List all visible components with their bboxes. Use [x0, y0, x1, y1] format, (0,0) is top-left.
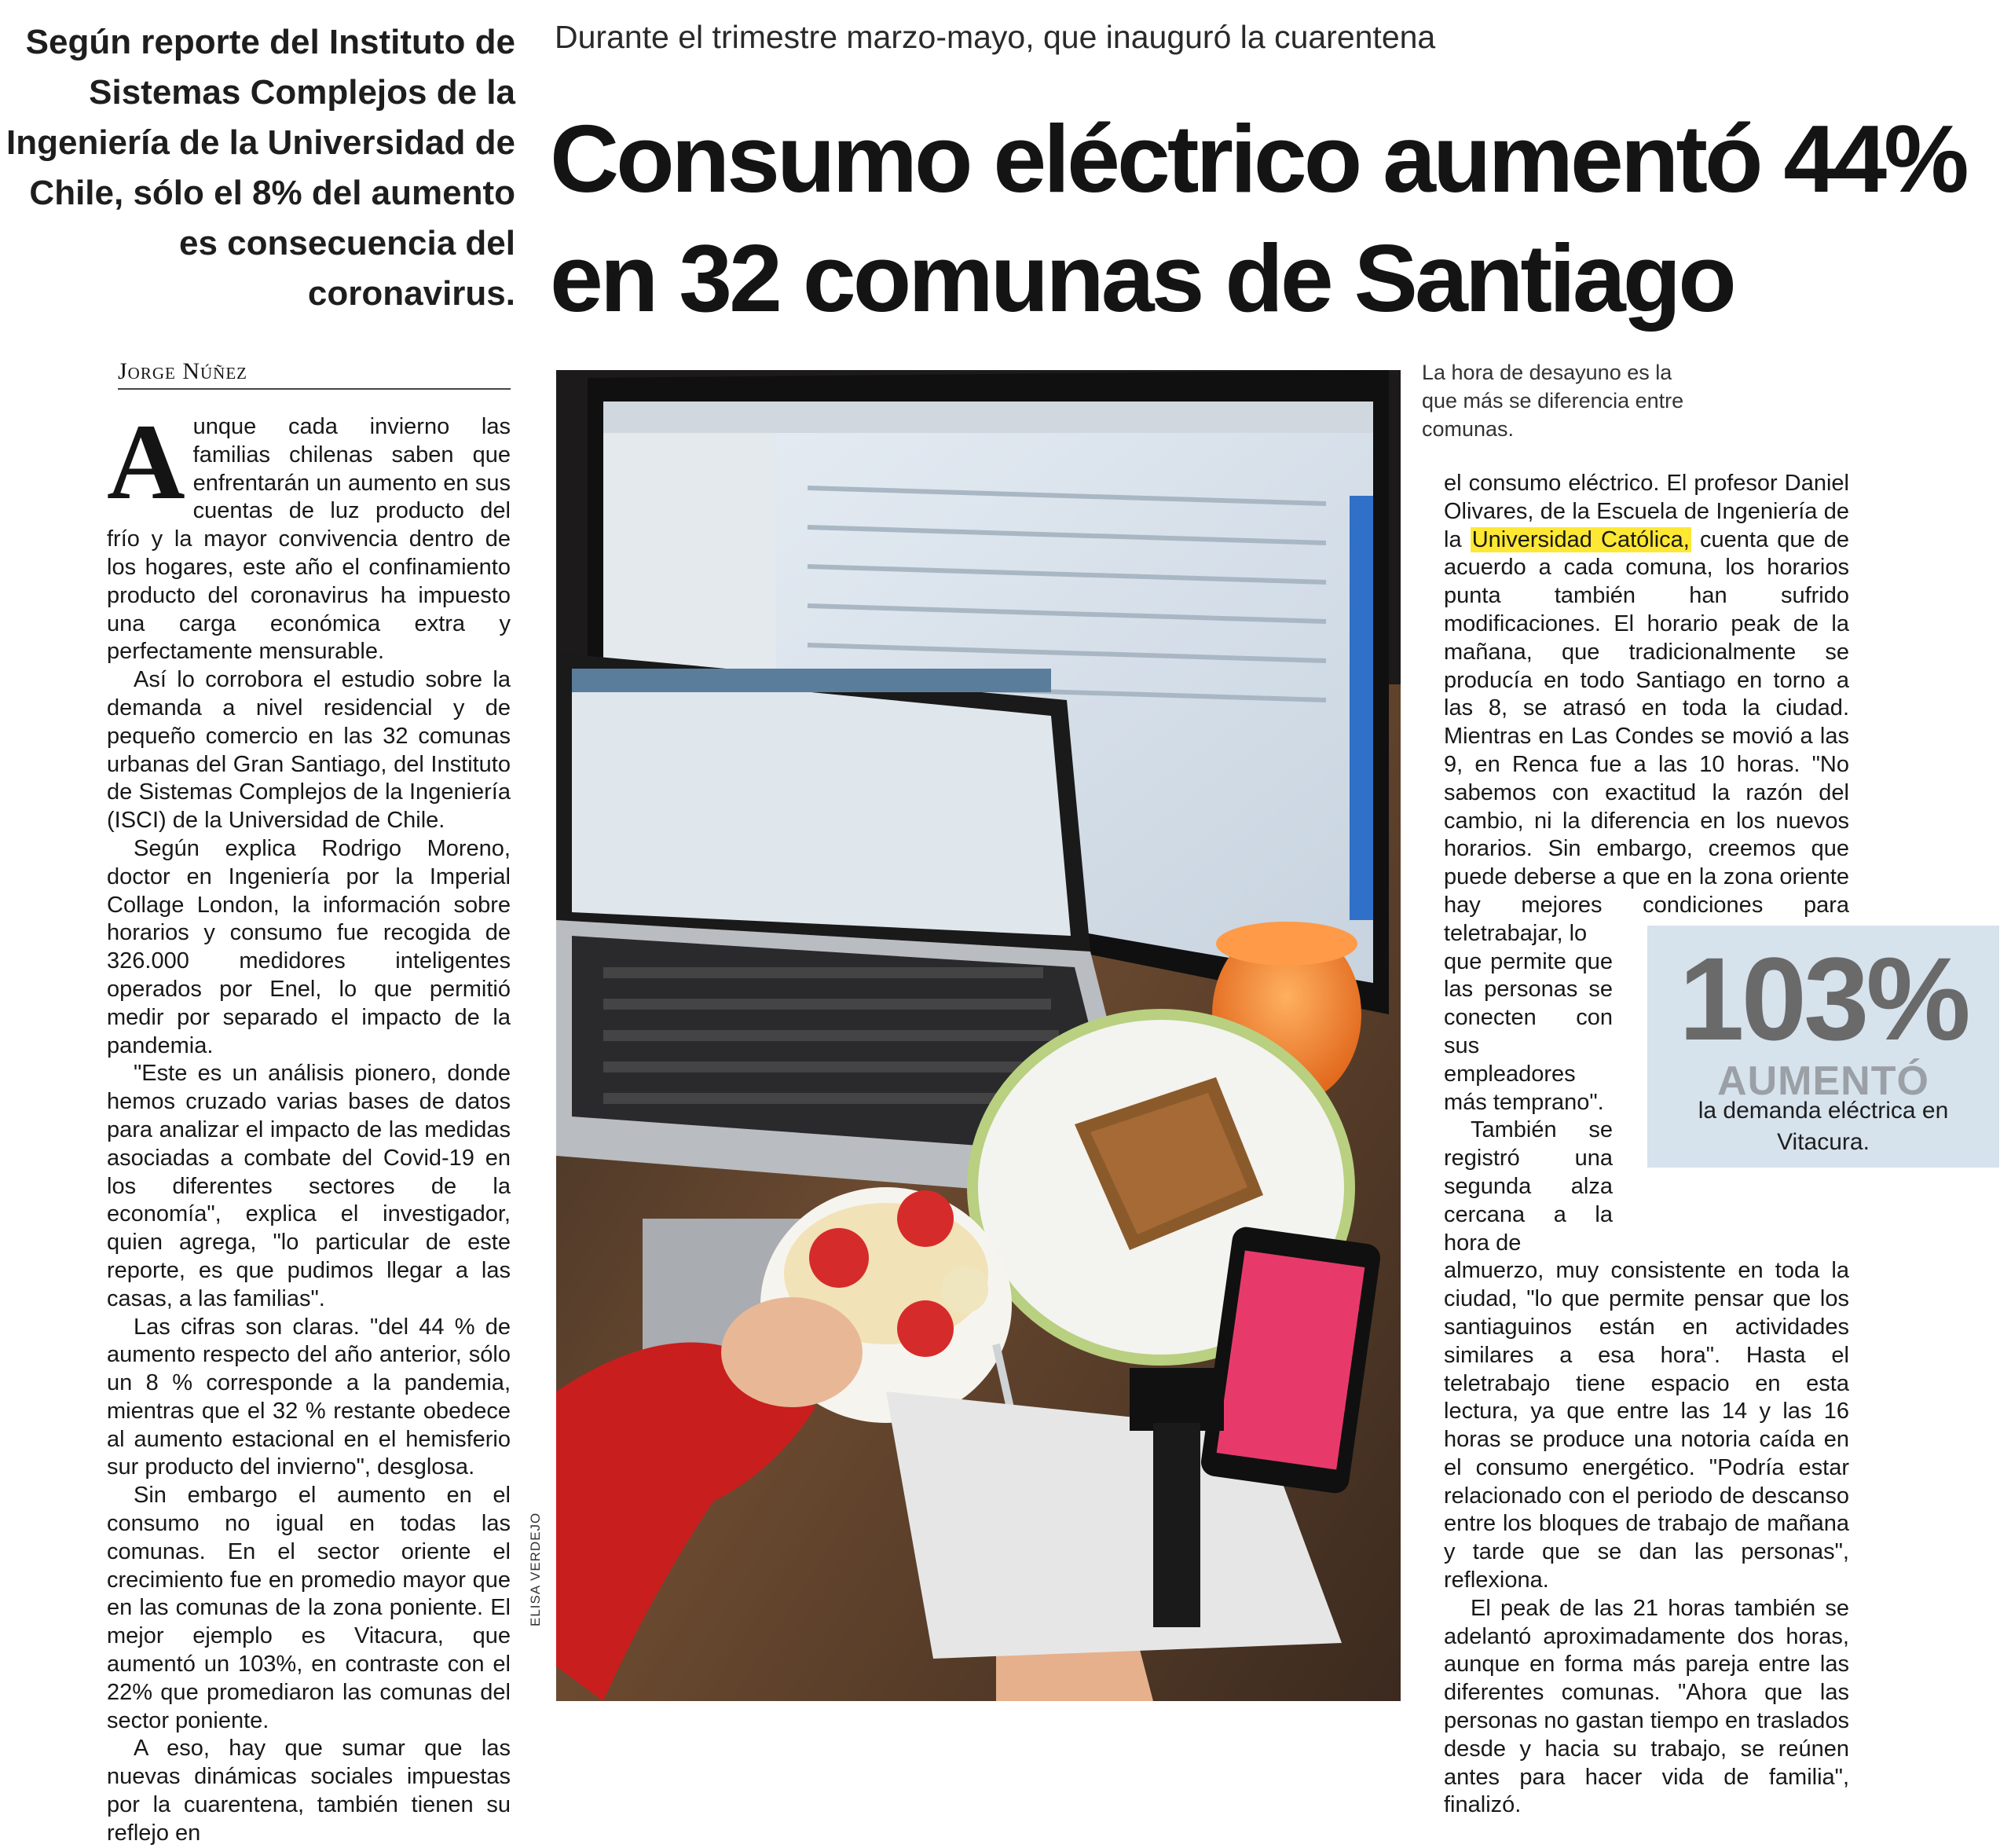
article-deck: Según reporte del Instituto de Sistemas Complejos de la Ingeniería de la Universidad de Chile, sólo el 8% del aumento es consecuencia del coronavirus.: [6, 23, 515, 313]
col3-paragraph-1-text-b: cuenta que de acuerdo a cada comuna, los horarios punta también han sufrido modificaciones. El horario peak de la mañana, que tradicionalmente se producía en todo Santiago en torno a las 8, se atrasó en toda la ciudad. Mientras en Las Condes se movió a las 9, en Renca fue a las 10 horas. "No sabemos con exactitud la razón del cambio, ni la diferencia en los nuevos horarios. Sin embargo, creemos que puede deberse a que en la zona oriente hay mejores condiciones para teletrabajar, lo: [1444, 526, 1850, 946]
paragraph-2: Así lo corrobora el estudio sobre la demanda a nivel residencial y de pequeño comercio en las 32 comunas urbanas del Gran Santiago, del Instituto de Sistemas Complejos de la Ingeniería (ISCI) de la Universidad de Chile.: [107, 667, 511, 834]
paragraph-3: Según explica Rodrigo Moreno, doctor en Ingeniería por la Imperial Collage London, la información sobre horarios y consumo fue recogida de 326.000 medidores inteligentes operados por Enel, lo que permitió medir por separado el impacto de la pandemia.: [107, 835, 511, 1058]
headline-line-2: en 32 comunas de Santiago: [550, 225, 1734, 332]
highlighted-university: Universidad Católica,: [1471, 526, 1690, 552]
stat-label: AUMENTÓ: [1717, 1058, 1929, 1104]
byline-name: Jorge Núñez: [118, 358, 247, 384]
photo-illustration: [556, 370, 1401, 1701]
col3-paragraph-2-rest: almuerzo, muy consistente en toda la ciudad, "lo que permite pensar que los santiaguinos están en actividades similares a esa hora". Hasta el teletrabajo tiene espacio en esta lectura, ya que entre las 14 y las 16 horas se produce una notoria caída en el consumo energético. "Podría estar relacionado con el periodo de descanso entre los bloques de trabajo de mañana y tarde que se dan las personas", reflexiona.: [1444, 1258, 1849, 1593]
article-kicker: Durante el trimestre marzo-mayo, que inauguró la cuarentena: [555, 19, 1436, 55]
col3-paragraph-2-narrow: También se registró una segunda alza cercana a la hora de: [1444, 1117, 1613, 1256]
paragraph-5: Las cifras son claras. "del 44 % de aumento respecto del año anterior, sólo un 8 % corresponde a la pandemia, mientras que el 32 % restante obedece al aumento estacional en el hemisferio sur producto del invierno", desglosa.: [107, 1314, 511, 1480]
paragraph-1: [107, 402, 511, 666]
article-column-1: [107, 402, 511, 1846]
paragraph-6: Sin embargo el aumento en el consumo no igual en todas las comunas. En el sector oriente el crecimiento fue en promedio mayor que en las comunas de la zona poniente. El mejor ejemplo es Vitacura, que aumentó un 103%, en contraste con el 22% que promediaron las comunas del sector poniente.: [107, 1483, 511, 1733]
paragraph-1-text: unque cada invierno las familias chilenas saben que enfrentarán un aumento en sus cuentas de luz producto del frío y la mayor convivencia dentro de los hogares, este año el confinamiento producto del coronavirus ha impuesto una carga económica extra y perfectamente mensurable.: [107, 414, 511, 665]
paragraph-4: "Este es un análisis pionero, donde hemos cruzado varias bases de datos para analizar el impacto de las medidas asociadas a combate del Covid-19 en los diferentes sectores de la economía", explica el investigador, quien agrega, "lo particular de este reporte, es que pudimos llegar a las casas, a las familias".: [107, 1061, 511, 1311]
col3-paragraph-1: [1444, 470, 1849, 948]
photo-credit: ELISA VERDEJO: [528, 1512, 543, 1626]
drop-cap: A: [107, 402, 185, 522]
stat-callout: [1647, 926, 1999, 1168]
photo-caption: La hora de desayuno es la que más se diferencia entre comunas.: [1422, 361, 1684, 441]
article-photo: [556, 370, 1401, 1701]
col3-paragraph-3: El peak de las 21 horas también se adelantó aproximadamente dos horas, aunque en forma más pareja entre las diferentes comunas. "Ahora que las personas no gastan tiempo en traslados desde y hacia su trabajo, se reúnen antes para hacer vida de familia", finalizó.: [1444, 1595, 1849, 1818]
stat-description: la demanda eléctrica en Vitacura.: [1698, 1098, 1949, 1155]
paragraph-7: A eso, hay que sumar que las nuevas dinámicas sociales impuestas por la cuarentena, también tienen su reflejo en: [107, 1736, 511, 1846]
headline-line-1: Consumo eléctrico aumentó 44%: [550, 105, 1966, 212]
col3-paragraph-1-text-a: el consumo eléctrico. El profesor Daniel Olivares, de la Escuela de Ingeniería de la: [1444, 471, 1849, 552]
col3-paragraph-1-narrow: que permite que las personas se conecten con sus empleadores más temprano".: [1444, 948, 1613, 1115]
article-headline: [550, 99, 2011, 338]
stat-value: 103%: [1679, 933, 1968, 1065]
article-byline: [118, 358, 511, 390]
